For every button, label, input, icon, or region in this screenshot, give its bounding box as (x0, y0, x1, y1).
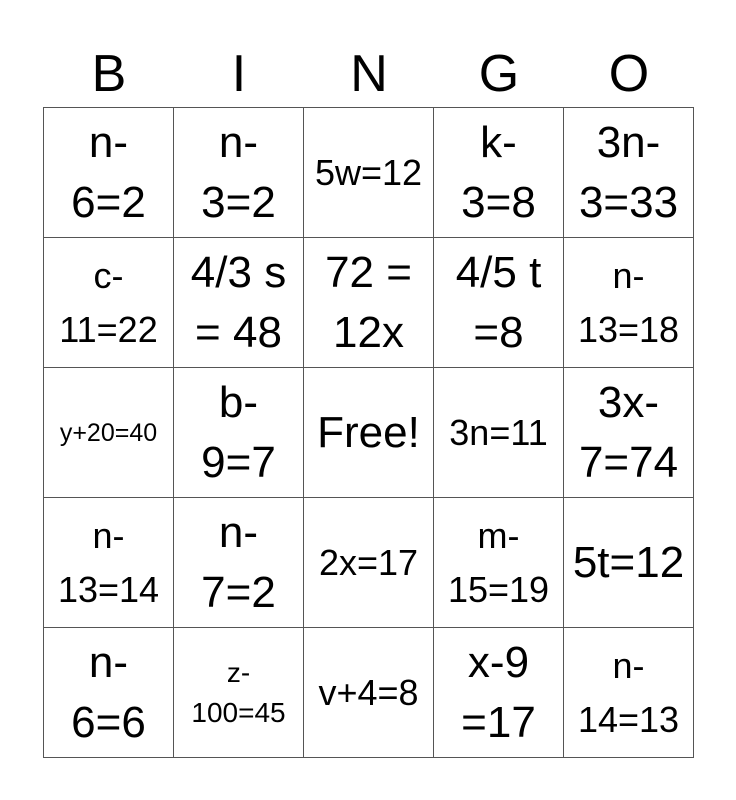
bingo-cell-line: Free! (317, 407, 420, 457)
bingo-cell-b-1[interactable] (44, 108, 174, 238)
header-letter-o: O (608, 45, 650, 103)
bingo-cell-text (59, 249, 157, 356)
bingo-cell-line: 9=7 (201, 437, 276, 487)
bingo-cell-line: 15=19 (447, 568, 550, 610)
bingo-cell-line: 3=2 (201, 177, 276, 227)
bingo-cell-n-2[interactable] (304, 238, 434, 368)
bingo-cell-line: = 48 (195, 307, 282, 357)
bingo-cell-line: b- (218, 377, 259, 427)
header-letter-b: B (91, 45, 127, 103)
bingo-cell-b-2[interactable] (44, 238, 174, 368)
bingo-cell-text (315, 146, 422, 199)
bingo-cell-text (201, 113, 276, 233)
bingo-cell-line: 7=2 (201, 567, 276, 617)
bingo-cell-i-4[interactable] (174, 498, 304, 628)
bingo-header (44, 40, 694, 108)
bingo-cell-line: 72 = (325, 247, 412, 297)
bingo-cell-line: =8 (473, 307, 524, 357)
bingo-cell-text (60, 418, 157, 448)
bingo-cell-g-5[interactable] (434, 628, 564, 758)
bingo-cell-text (71, 633, 146, 753)
bingo-cell-text (461, 113, 536, 233)
bingo-cell-b-3[interactable] (44, 368, 174, 498)
bingo-cell-line: 4/5 t (455, 247, 542, 297)
bingo-cell-i-3[interactable] (174, 368, 304, 498)
bingo-cell-line: 5w=12 (314, 151, 423, 193)
bingo-cell-line: n- (612, 255, 645, 297)
bingo-cell-text (318, 666, 418, 719)
bingo-cell-line: n- (88, 637, 129, 687)
bingo-cell-text (456, 243, 542, 363)
bingo-cell-b-5[interactable] (44, 628, 174, 758)
bingo-cell-line: 3x- (597, 377, 660, 427)
bingo-cell-line: k- (480, 117, 517, 167)
bingo-cell-text (319, 536, 418, 589)
bingo-cell-text (578, 639, 679, 746)
bingo-cell-line: 12x (333, 307, 404, 357)
bingo-cell-o-2[interactable] (564, 238, 694, 368)
bingo-cell-line: v+4=8 (318, 671, 419, 713)
bingo-cell-text (448, 509, 549, 616)
bingo-cell-g-1[interactable] (434, 108, 564, 238)
bingo-cell-text (71, 113, 146, 233)
header-letter-n: N (350, 45, 388, 103)
bingo-cell-line: m- (477, 515, 520, 557)
bingo-cell-line: y+20=40 (59, 418, 158, 447)
bingo-cell-line: 3=8 (461, 177, 536, 227)
bingo-cell-text (201, 503, 276, 623)
bingo-cell-line: n- (218, 507, 259, 557)
bingo-cell-line: 100=45 (191, 696, 286, 728)
bingo-cell-line: c- (93, 255, 124, 297)
bingo-cell-text (201, 373, 276, 493)
bingo-cell-line: x-9 (467, 637, 530, 687)
bingo-cell-line: 6=6 (71, 697, 146, 747)
bingo-cell-line: 13=14 (57, 568, 160, 610)
bingo-cell-g-2[interactable] (434, 238, 564, 368)
bingo-cell-text (191, 243, 286, 363)
bingo-cell-g-3[interactable] (434, 368, 564, 498)
bingo-cell-i-5[interactable] (174, 628, 304, 758)
bingo-cell-n-3[interactable] (304, 368, 434, 498)
bingo-cell-line: z- (226, 657, 251, 689)
bingo-cell-line: 14=13 (577, 698, 680, 740)
bingo-cell-line: 7=74 (578, 437, 679, 487)
bingo-cell-text (325, 243, 412, 363)
bingo-cell-n-1[interactable] (304, 108, 434, 238)
header-letter-g: G (478, 45, 520, 103)
bingo-cell-n-5[interactable] (304, 628, 434, 758)
bingo-cell-text (317, 403, 420, 463)
bingo-cell-line: 11=22 (59, 308, 158, 350)
bingo-cell-line: 3n- (596, 117, 661, 167)
bingo-cell-text (573, 533, 684, 593)
bingo-cell-line: n- (218, 117, 259, 167)
bingo-cell-text (461, 633, 536, 753)
bingo-cell-g-4[interactable] (434, 498, 564, 628)
bingo-cell-line: =17 (461, 697, 536, 747)
bingo-cell-i-1[interactable] (174, 108, 304, 238)
bingo-cell-o-3[interactable] (564, 368, 694, 498)
bingo-cell-line: 2x=17 (318, 541, 419, 583)
bingo-cell-text (578, 249, 679, 356)
bingo-cell-b-4[interactable] (44, 498, 174, 628)
bingo-cell-line: n- (92, 515, 125, 557)
bingo-cell-i-2[interactable] (174, 238, 304, 368)
bingo-cell-text (449, 406, 547, 459)
bingo-cell-line: 13=18 (577, 308, 680, 350)
bingo-cell-o-5[interactable] (564, 628, 694, 758)
bingo-cell-line: 3=33 (578, 177, 679, 227)
bingo-cell-line: 5t=12 (572, 537, 685, 587)
bingo-cell-o-1[interactable] (564, 108, 694, 238)
bingo-cell-line: 4/3 s (190, 247, 287, 297)
bingo-cell-line: n- (88, 117, 129, 167)
bingo-cell-text (579, 373, 678, 493)
bingo-cell-text (191, 653, 285, 731)
bingo-cell-text (579, 113, 678, 233)
bingo-cell-line: n- (612, 645, 645, 687)
bingo-cell-n-4[interactable] (304, 498, 434, 628)
bingo-board (43, 107, 694, 758)
bingo-cell-text (58, 509, 159, 616)
bingo-cell-line: 6=2 (71, 177, 146, 227)
bingo-cell-line: 3n=11 (449, 411, 548, 453)
header-letter-i: I (231, 45, 247, 103)
bingo-cell-o-4[interactable] (564, 498, 694, 628)
